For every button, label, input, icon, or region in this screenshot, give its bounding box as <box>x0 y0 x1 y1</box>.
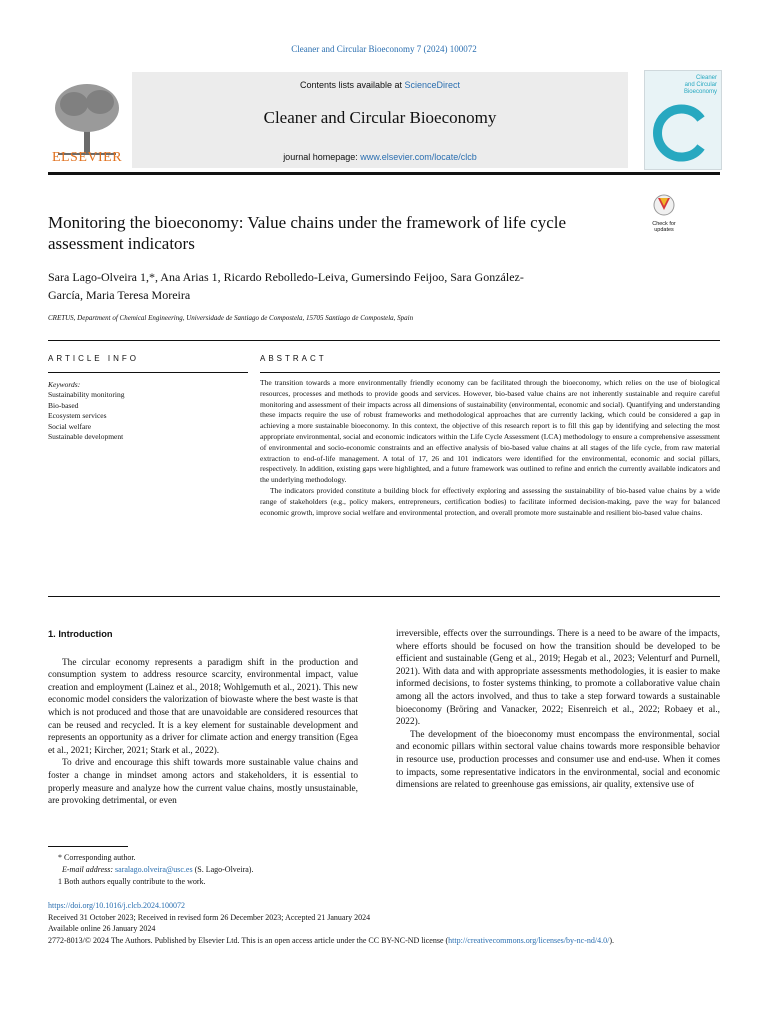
footnote-rule <box>48 846 128 847</box>
keyword-item: Sustainable development <box>48 432 124 441</box>
article-info-heading: ARTICLE INFO <box>48 354 139 363</box>
email-suffix: (S. Lago-Olveira). <box>192 865 254 874</box>
article-title-line: assessment indicators <box>48 234 195 253</box>
keyword-item: Bio-based <box>48 400 79 410</box>
author-line: Sara Lago-Olveira 1,*, Ana Arias 1, Ricardo Rebolledo-Leiva, Gumersindo Feijoo, Sara González- <box>48 270 524 284</box>
journal-header <box>48 70 720 170</box>
intro-paragraph: To drive and encourage this shift towards more sustainable value chains and foster a change in mindset among actors and stakeholders, it is essential to properly measure and analyze how the current value chains, mostly unsustainable, are provoking detrimental, or even <box>48 758 358 807</box>
divider <box>48 372 248 373</box>
abstract-body <box>260 378 720 518</box>
homepage-prefix: journal homepage: <box>283 152 361 162</box>
intro-paragraph: The circular economy represents a paradigm shift in the production and consumption system to address resource scarcity, environmental impact, value creation and employment (Lainez et al., 2018; Wohlgemuth et al., 2021). This new economic model considers the valorization of biowaste where the best waste is that which is not produced and those that are unavoidable are considered resources that can be reused and recycled. It is a key element for sustainable development and represents an opportunity as a driver for climate action and energy transition (Egea et al., 2021; Kircher, 2021; Stark et al., 2022). <box>48 657 358 756</box>
crossmark-label-line: updates <box>654 227 674 233</box>
journal-cover[interactable] <box>644 70 722 170</box>
corresponding-note: * Corresponding author. <box>58 853 136 862</box>
divider <box>260 372 720 373</box>
license-link[interactable]: http://creativecommons.org/licenses/by-nc-nd/4.0/ <box>448 935 610 945</box>
received-dates: Received 31 October 2023; Received in revised form 26 December 2023; Accepted 21 January 2024 <box>48 912 371 922</box>
contents-prefix: Contents lists available at <box>299 80 405 90</box>
abstract-paragraph: The indicators provided constitute a building block for effectively exploring and assessing the sustainability of bio-based value chains by a wide range of stakeholders (e.g., policy makers, entrepreneurs, certification bodies) to facilitate informed decision-making, pave the way for balanced economic growth, improve social welfare and environmental protection, and overall promote more sustainable and resilient bio-based value chains. <box>260 485 720 517</box>
homepage-line <box>132 152 628 162</box>
divider <box>48 340 720 341</box>
email-label: E-mail address: <box>62 865 116 874</box>
check-for-updates-badge[interactable] <box>646 194 682 234</box>
elsevier-wordmark: ELSEVIER <box>51 150 123 165</box>
cover-title-line: Bioeconomy <box>683 89 717 95</box>
cover-title <box>667 75 717 96</box>
author-list <box>48 268 648 304</box>
author-line: García, Maria Teresa Moreira <box>48 288 191 302</box>
journal-title: Cleaner and Circular Bioeconomy <box>263 108 497 127</box>
article-title-line: Monitoring the bioeconomy: Value chains under the framework of life cycle <box>48 213 567 232</box>
email-link[interactable]: saralago.olveira@usc.es <box>115 865 193 874</box>
license-line <box>48 935 720 947</box>
sciencedirect-link[interactable]: ScienceDirect <box>404 80 461 90</box>
intro-heading: 1. Introduction <box>48 629 113 639</box>
divider <box>48 596 720 597</box>
equal-contribution-note: 1 Both authors equally contribute to the work. <box>58 877 206 886</box>
intro-paragraph: The development of the bioeconomy must encompass the environmental, social and economic pillars within sectoral value chains towards more responsible behavior in resource use, production processes and consumer use and end-use. When it comes to impacts, some representative indicators in the environmental, social and economic dimensions are related to greenhouse gas emissions, air quality, extensive use of <box>396 729 720 791</box>
keyword-item: Sustainability monitoring <box>48 390 125 399</box>
header-rule <box>48 172 720 175</box>
cover-title-line: Cleaner <box>695 75 717 81</box>
crossmark-icon <box>646 194 682 216</box>
email-note <box>48 864 720 876</box>
contents-line <box>132 80 628 90</box>
intro-paragraph: irreversible, effects over the surroundings. There is a need to be aware of the impacts, where efforts should be focused on how the transition should be developed to be efficient and sustainable (Geng et al., 2019; Hegab et al., 2023; Velenturf and Purnell, 2021). With data and with appropriate assessments methodologies, it is easier to make informed decisions, to foster systems thinking, to promote a collaborative value chain among all the actors involved, and thus to take a step forward towards a sustainable bioeconomy (Bröring and Vanacker, 2022; Eisenreich et al., 2022; Robaey et al., 2022). <box>396 629 720 728</box>
journal-reference[interactable]: Cleaner and Circular Bioeconomy 7 (2024) 100072 <box>291 44 477 54</box>
crossmark-label-line: Check for <box>652 221 676 227</box>
affiliation: CRETUS, Department of Chemical Engineering, Universidade de Santiago de Compostela, 15705 Santiago de Compostela, Spain <box>48 314 414 322</box>
doi-link[interactable]: https://doi.org/10.1016/j.clcb.2024.100072 <box>48 901 185 910</box>
article-metadata <box>48 900 720 946</box>
intro-right-column <box>396 628 720 792</box>
footnotes <box>48 852 720 888</box>
keyword-item: Social welfare <box>48 421 92 431</box>
cover-circle-icon <box>653 103 713 163</box>
intro-left-column <box>48 628 358 808</box>
cover-title-line: and Circular <box>684 82 717 88</box>
abstract-heading: ABSTRACT <box>260 354 327 363</box>
license-suffix: ). <box>609 935 614 945</box>
keywords-label: Keywords: <box>48 380 81 389</box>
crossmark-label <box>646 221 682 233</box>
keywords-list <box>48 390 124 443</box>
article-title <box>48 212 638 254</box>
abstract-paragraph: The transition towards a more environmentally friendly economy can be facilitated through the bioeconomy, which relies on the use of biological resources, processes and methods to provide goods and services. However, bio-based value chains are not inherently sustainable and require careful monitoring and assessment of their impacts across all dimensions of sustainability (environmental, economic and social). Quantifying and understanding these impacts require the use of robust frameworks and methodological approaches that are currently lacking, which could be considered a gap in achieving a more sustainable bioeconomy. In this context, the objective of this research report is to fill this gap by identifying and selecting the most appropriate environmental, social and economic indicators within the Life Cycle Assessment (LCA) methodology to ensure a comprehensive assessment of environmental and socio-economic constraints and an effective analysis of bio-based value chains at all stages of the life cycle, from raw material extraction to end-of-life management. A total of 17, 26 and 101 indicators were identified for the environmental, economic and social pillars, respectively. In addition, existing gaps were highlighted, and a future framework was outlined to refine and enrich the currently available indicators and the underlying methodology. <box>260 378 720 485</box>
license-prefix: 2772-8013/© 2024 The Authors. Published by Elsevier Ltd. This is an open access article under the CC BY-NC-ND license ( <box>48 935 449 945</box>
keyword-item: Ecosystem services <box>48 411 107 420</box>
homepage-link[interactable]: www.elsevier.com/locate/clcb <box>360 152 477 162</box>
online-date: Available online 26 January 2024 <box>48 924 156 933</box>
